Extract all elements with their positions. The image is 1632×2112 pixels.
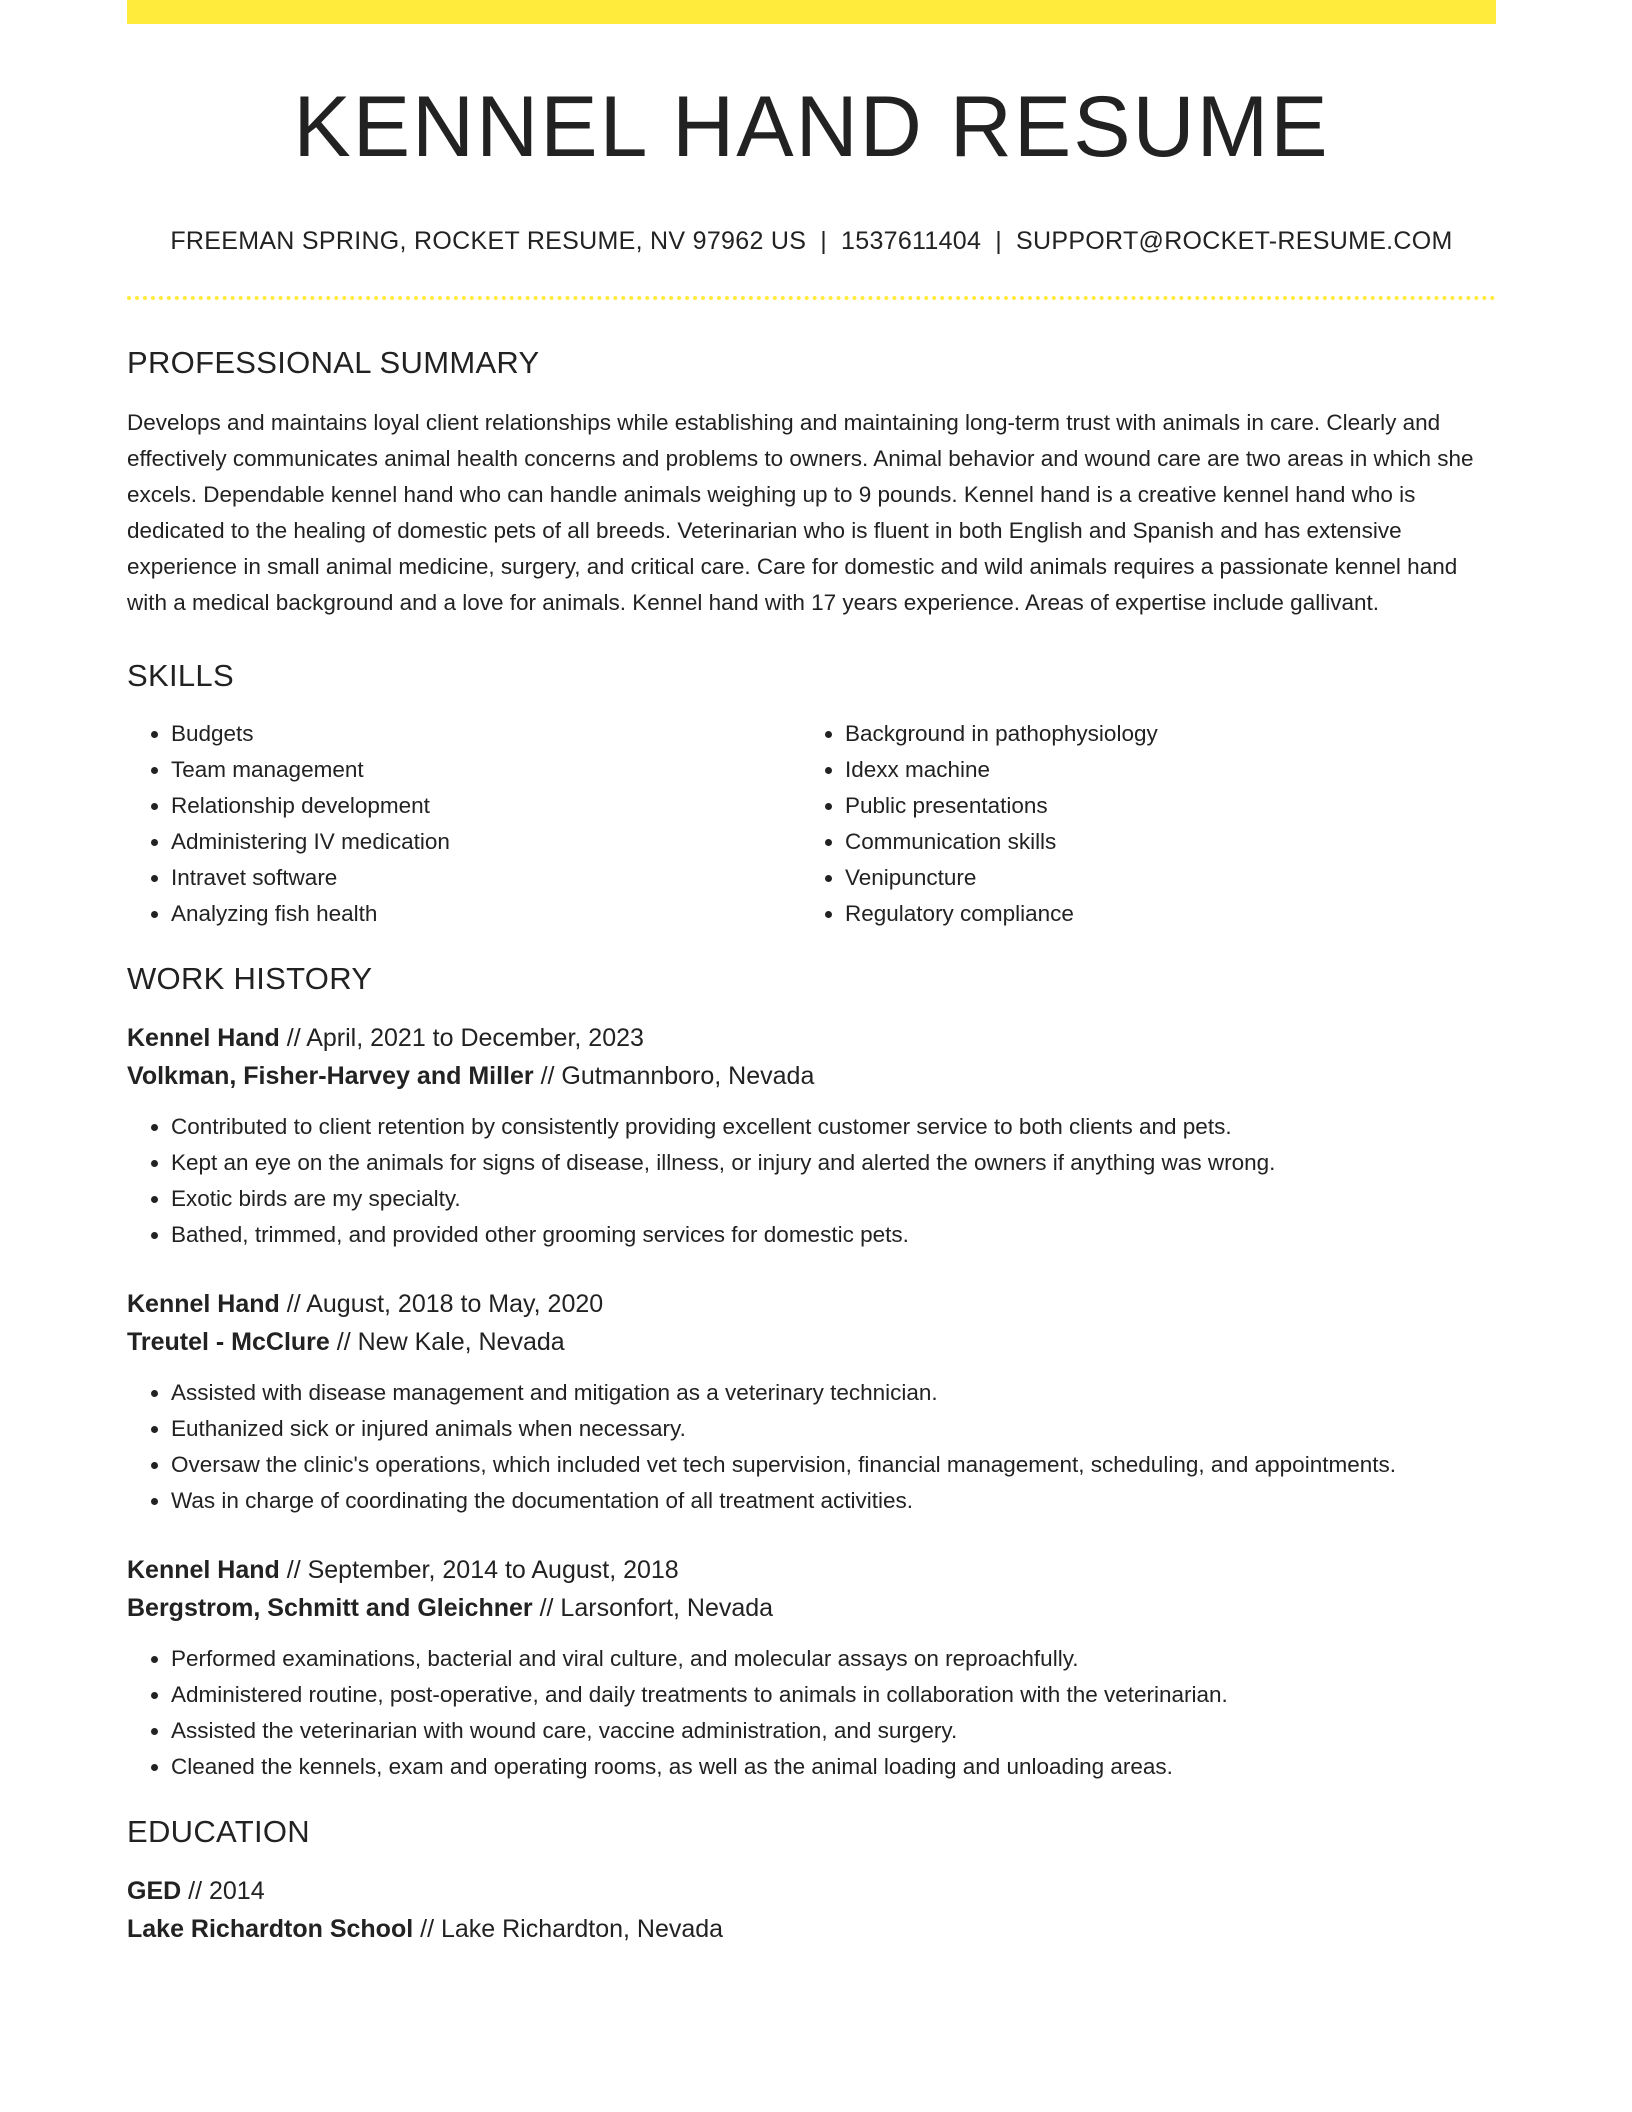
job-location: // Gutmannboro, Nevada <box>540 1062 815 1091</box>
skill-item: • Analyzing fish health <box>171 896 801 932</box>
education-entry <box>127 1872 1496 1948</box>
job-duties <box>127 1641 1496 1785</box>
contact-separator: | <box>995 226 1003 255</box>
job-company-line <box>127 1057 1496 1095</box>
education-degree-line <box>127 1872 1496 1910</box>
job-duty: • Administered routine, post-operative, and daily treatments to animals in collaboration with the veterinarian. <box>171 1677 1496 1713</box>
job-location: // New Kale, Nevada <box>336 1328 565 1357</box>
skills-grid <box>127 716 1496 932</box>
skills-column-right <box>801 716 1475 932</box>
job-duty: • Assisted with disease management and mitigation as a veterinary technician. <box>171 1375 1496 1411</box>
job-duty: • Bathed, trimmed, and provided other grooming services for domestic pets. <box>171 1217 1496 1253</box>
job-duty: • Exotic birds are my specialty. <box>171 1181 1496 1217</box>
resume-title: KENNEL HAND RESUME <box>293 79 1330 175</box>
job-title: Kennel Hand <box>127 1290 280 1319</box>
job-company: Treutel - McClure <box>127 1328 330 1357</box>
job-duty: • Oversaw the clinic's operations, which included vet tech supervision, financial management, scheduling, and appointments. <box>171 1447 1496 1483</box>
job-entry <box>127 1551 1496 1785</box>
top-accent-bar <box>127 0 1496 24</box>
education-school-line <box>127 1910 1496 1948</box>
skill-item: • Team management <box>171 752 801 788</box>
skill-item: • Regulatory compliance <box>845 896 1475 932</box>
contact-separator: | <box>820 226 828 255</box>
education-school: Lake Richardton School <box>127 1915 414 1944</box>
job-company: Volkman, Fisher-Harvey and Miller <box>127 1062 534 1091</box>
resume-page <box>127 0 1496 1948</box>
skill-item: • Communication skills <box>845 824 1475 860</box>
skill-item: • Idexx machine <box>845 752 1475 788</box>
job-duty: • Assisted the veterinarian with wound care, vaccine administration, and surgery. <box>171 1713 1496 1749</box>
job-duty: • Euthanized sick or injured animals when necessary. <box>171 1411 1496 1447</box>
summary-heading: PROFESSIONAL SUMMARY <box>127 344 540 380</box>
skill-item: • Intravet software <box>171 860 801 896</box>
skill-item: • Budgets <box>171 716 801 752</box>
job-title-line <box>127 1019 1496 1057</box>
job-dates: // August, 2018 to May, 2020 <box>286 1290 604 1319</box>
contact-address: FREEMAN SPRING, ROCKET RESUME, NV 97962 US <box>170 226 807 255</box>
job-company-line <box>127 1589 1496 1627</box>
job-duty: • Was in charge of coordinating the documentation of all treatment activities. <box>171 1483 1496 1519</box>
job-dates: // September, 2014 to August, 2018 <box>286 1556 679 1585</box>
contact-phone: 1537611404 <box>841 226 982 255</box>
skills-column-left <box>127 716 801 932</box>
contact-line <box>127 227 1496 256</box>
education-location: // Lake Richardton, Nevada <box>420 1915 724 1944</box>
job-entry <box>127 1019 1496 1253</box>
skill-item: • Administering IV medication <box>171 824 801 860</box>
job-duty: • Contributed to client retention by consistently providing excellent customer service to both clients and pets. <box>171 1109 1496 1145</box>
education-year: // 2014 <box>188 1877 265 1906</box>
contact-email: SUPPORT@ROCKET-RESUME.COM <box>1016 226 1453 255</box>
summary-text: Develops and maintains loyal client relationships while establishing and maintaining long-term trust with animals in care. Clearly and effectively communicates animal health concerns and problems to owners. Animal behavior and wound care are two areas in which she excels. Dependable kennel hand who can handle animals weighing up to 9 pounds. Kennel hand is a creative kennel hand who is dedicated to the healing of domestic pets of all breeds. Veterinarian who is fluent in both English and Spanish and has extensive experience in small animal medicine, surgery, and critical care. Care for domestic and wild animals requires a passionate kennel hand with a medical background and a love for animals. Kennel hand with 17 years experience. Areas of expertise include gallivant. <box>127 409 1474 615</box>
education-degree: GED <box>127 1877 182 1906</box>
job-dates: // April, 2021 to December, 2023 <box>286 1024 644 1053</box>
job-duties <box>127 1375 1496 1519</box>
job-duties <box>127 1109 1496 1253</box>
job-company: Bergstrom, Schmitt and Gleichner <box>127 1594 533 1623</box>
job-company-line <box>127 1323 1496 1361</box>
job-entry <box>127 1285 1496 1519</box>
education-heading: EDUCATION <box>127 1814 310 1850</box>
skill-item: • Venipuncture <box>845 860 1475 896</box>
job-title: Kennel Hand <box>127 1556 280 1585</box>
skill-item: • Public presentations <box>845 788 1475 824</box>
job-duty: • Cleaned the kennels, exam and operating rooms, as well as the animal loading and unloading areas. <box>171 1749 1496 1785</box>
job-location: // Larsonfort, Nevada <box>539 1594 774 1623</box>
work-history-heading: WORK HISTORY <box>127 960 373 996</box>
job-title: Kennel Hand <box>127 1024 280 1053</box>
job-title-line <box>127 1551 1496 1589</box>
header-divider <box>127 296 1496 300</box>
job-title-line <box>127 1285 1496 1323</box>
skills-heading: SKILLS <box>127 657 234 693</box>
job-duty: • Kept an eye on the animals for signs of disease, illness, or injury and alerted the owners if anything was wrong. <box>171 1145 1496 1181</box>
skill-item: • Relationship development <box>171 788 801 824</box>
job-duty: • Performed examinations, bacterial and viral culture, and molecular assays on reproachfully. <box>171 1641 1496 1677</box>
skill-item: • Background in pathophysiology <box>845 716 1475 752</box>
